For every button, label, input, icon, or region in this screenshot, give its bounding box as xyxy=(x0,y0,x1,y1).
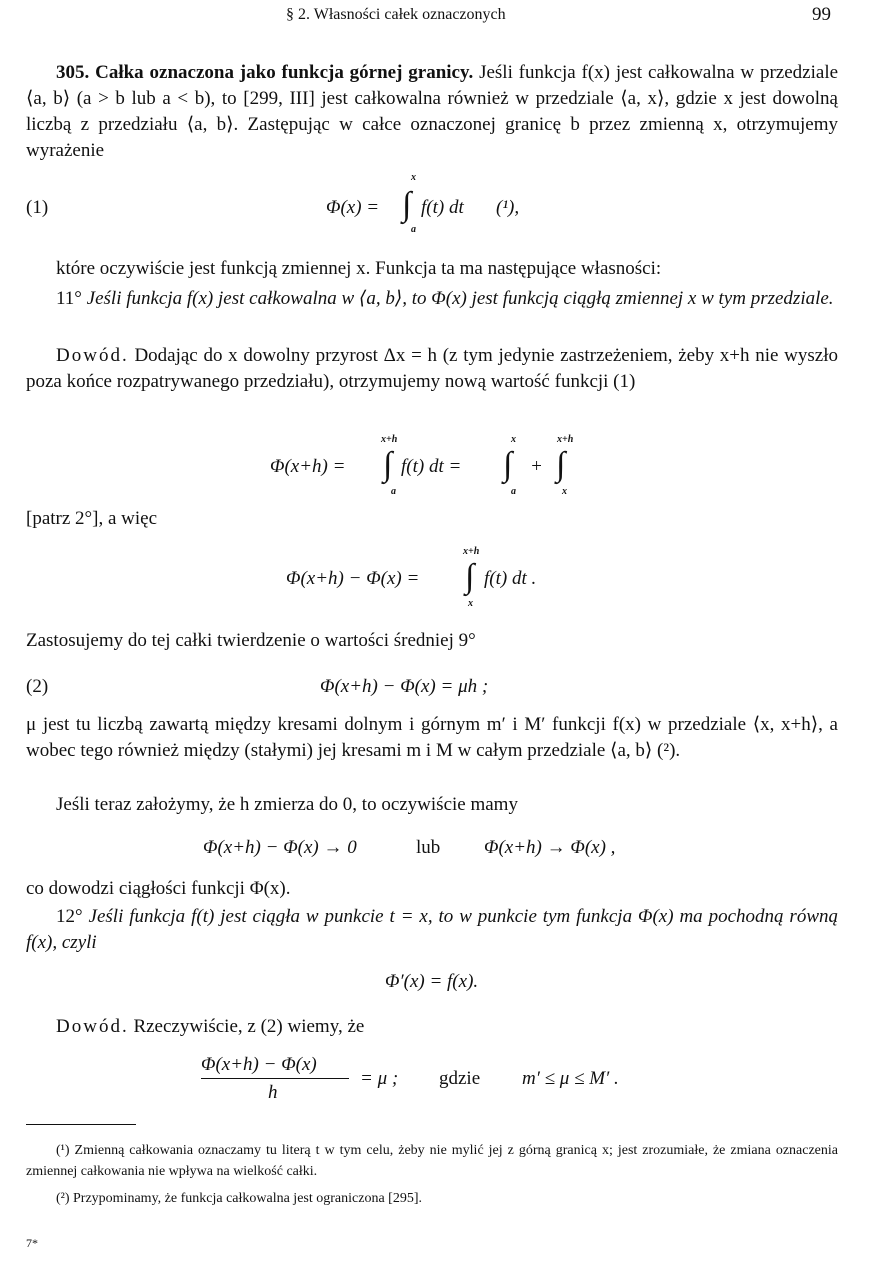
eq-split-upper1: x+h xyxy=(381,434,398,445)
eq-split-upper3: x+h xyxy=(557,434,574,445)
theorem-11-number: 11° xyxy=(56,288,82,309)
proof-1-text: Dodając do x dowolny przyrost Δx = h (z tym jedynie zastrzeżeniem, żeby x+h nie wyszło poza końce rozpatrywanego przedziału), otrzymujemy nową wartość funkcji (1) xyxy=(26,345,839,392)
eq1-lower: a xyxy=(411,224,416,235)
footnote-2: (²) Przypominamy, że funkcja całkowalna jest ograniczona [295]. xyxy=(56,1191,422,1206)
eq-split-integrand: f(t) dt = xyxy=(401,456,462,477)
eq-split-lower1: a xyxy=(391,486,396,497)
running-header: § 2. Własności całek oznaczonych xyxy=(286,6,506,23)
eq-quot-numerator: Φ(x+h) − Φ(x) xyxy=(201,1054,317,1075)
eq-split-plus: + xyxy=(530,456,543,477)
limit-line: Jeśli teraz założymy, że h zmierza do 0, to oczywiście mamy xyxy=(56,794,518,815)
section-intro xyxy=(26,60,838,164)
section-number: 305. xyxy=(56,62,90,83)
proof-2-text: Rzeczywiście, z (2) wiemy, że xyxy=(133,1016,365,1037)
mu-paragraph: μ jest tu liczbą zawartą między kresami dolnym i górnym m′ i M′ funkcji f(x) w przedziale ⟨x, x+h⟩, a wobec tego również między (stałymi) jej kresami m i M w całym przedziale ⟨a, b⟩ (²). xyxy=(26,714,838,761)
eq-quot-gdzie: gdzie xyxy=(439,1068,481,1089)
printer-signature: 7* xyxy=(26,1236,38,1250)
eq2-expr: Φ(x+h) − Φ(x) = μh ; xyxy=(320,676,489,697)
section-intro-text: Jeśli funkcja f(x) jest całkowalna w przedziale ⟨a, b⟩ (a > b lub a < b), to [299, III] jest całkowalna również w przedziale ⟨a, x⟩, gdzie x jest dowolną liczbą z przedziału ⟨a, b⟩. Zastępując w całce oznaczonej granicę b przez zmienną x, otrzymujemy wyrażenie xyxy=(26,62,839,161)
eq-limit-right: Φ(x+h) → Φ(x) , xyxy=(484,837,616,858)
patrz-line: [patrz 2°], a więc xyxy=(26,508,158,529)
eq1-footnote-ref: (¹), xyxy=(496,197,520,218)
eq-derivative: Φ′(x) = f(x). xyxy=(385,971,479,992)
theorem-12-number: 12° xyxy=(56,906,83,927)
eq1-lhs: Φ(x) = xyxy=(326,197,380,218)
eq-diff-lower: x xyxy=(468,598,473,609)
proof-2 xyxy=(26,1014,838,1040)
fraction-bar xyxy=(201,1078,349,1079)
section-title: Całka oznaczona jako funkcja górnej granicy. xyxy=(95,62,474,83)
continuity-line: co dowodzi ciągłości funkcji Φ(x). xyxy=(26,878,291,899)
theorem-12 xyxy=(26,904,838,956)
eq-split-lhs: Φ(x+h) = xyxy=(270,456,346,477)
eq-limit-left: Φ(x+h) − Φ(x) → 0 xyxy=(203,837,357,858)
eq1-label: (1) xyxy=(26,197,49,218)
footnote-1: (¹) Zmienną całkowania oznaczamy tu literą t w tym celu, żeby nie mylić jej z górną granicą x; jest zrozumiałe, że zmiana oznaczenia zmiennej całkowania nie wpływa na wielkość całki. xyxy=(26,1143,838,1179)
theorem-12-text: Jeśli funkcja f(t) jest ciągła w punkcie t = x, to w punkcie tym funkcja Φ(x) ma pochodną równą f(x), czyli xyxy=(26,906,838,953)
eq-quot-rhs: = μ ; xyxy=(360,1068,399,1089)
eq-diff-integrand: f(t) dt . xyxy=(484,568,537,589)
eq-limit-lub: lub xyxy=(416,837,441,858)
eq-split-upper2: x xyxy=(511,434,516,445)
eq-split-lower2: a xyxy=(511,486,516,497)
footnote-separator xyxy=(26,1124,136,1125)
mean-value-line: Zastosujemy do tej całki twierdzenie o wartości średniej 9° xyxy=(26,630,476,651)
proof-2-label: Dowód. xyxy=(56,1016,129,1037)
integral-sign: ∫ xyxy=(402,186,412,223)
page-number: 99 xyxy=(812,4,831,25)
eq-quot-denominator: h xyxy=(268,1082,278,1103)
integral-sign: ∫ xyxy=(465,558,475,595)
theorem-11-text: Jeśli funkcja f(x) jest całkowalna w ⟨a, b⟩, to Φ(x) jest funkcją ciągłą zmiennej x w tym przedziale. xyxy=(86,288,834,309)
eq1-integrand: f(t) dt xyxy=(421,197,464,218)
after-eq1: które oczywiście jest funkcją zmiennej x. Funkcja ta ma następujące własności: xyxy=(56,258,662,279)
proof-1 xyxy=(26,343,838,395)
eq-quot-inequality: m′ ≤ μ ≤ M′ . xyxy=(522,1068,619,1089)
integral-sign: ∫ xyxy=(503,446,513,483)
proof-1-label: Dowód. xyxy=(56,345,129,366)
eq-diff-lhs: Φ(x+h) − Φ(x) = xyxy=(286,568,420,589)
eq2-label: (2) xyxy=(26,676,49,697)
eq1-upper: x xyxy=(411,172,416,183)
eq-split-lower3: x xyxy=(562,486,567,497)
integral-sign: ∫ xyxy=(383,446,393,483)
eq-diff-upper: x+h xyxy=(463,546,480,557)
theorem-11 xyxy=(26,286,838,312)
integral-sign: ∫ xyxy=(556,446,566,483)
